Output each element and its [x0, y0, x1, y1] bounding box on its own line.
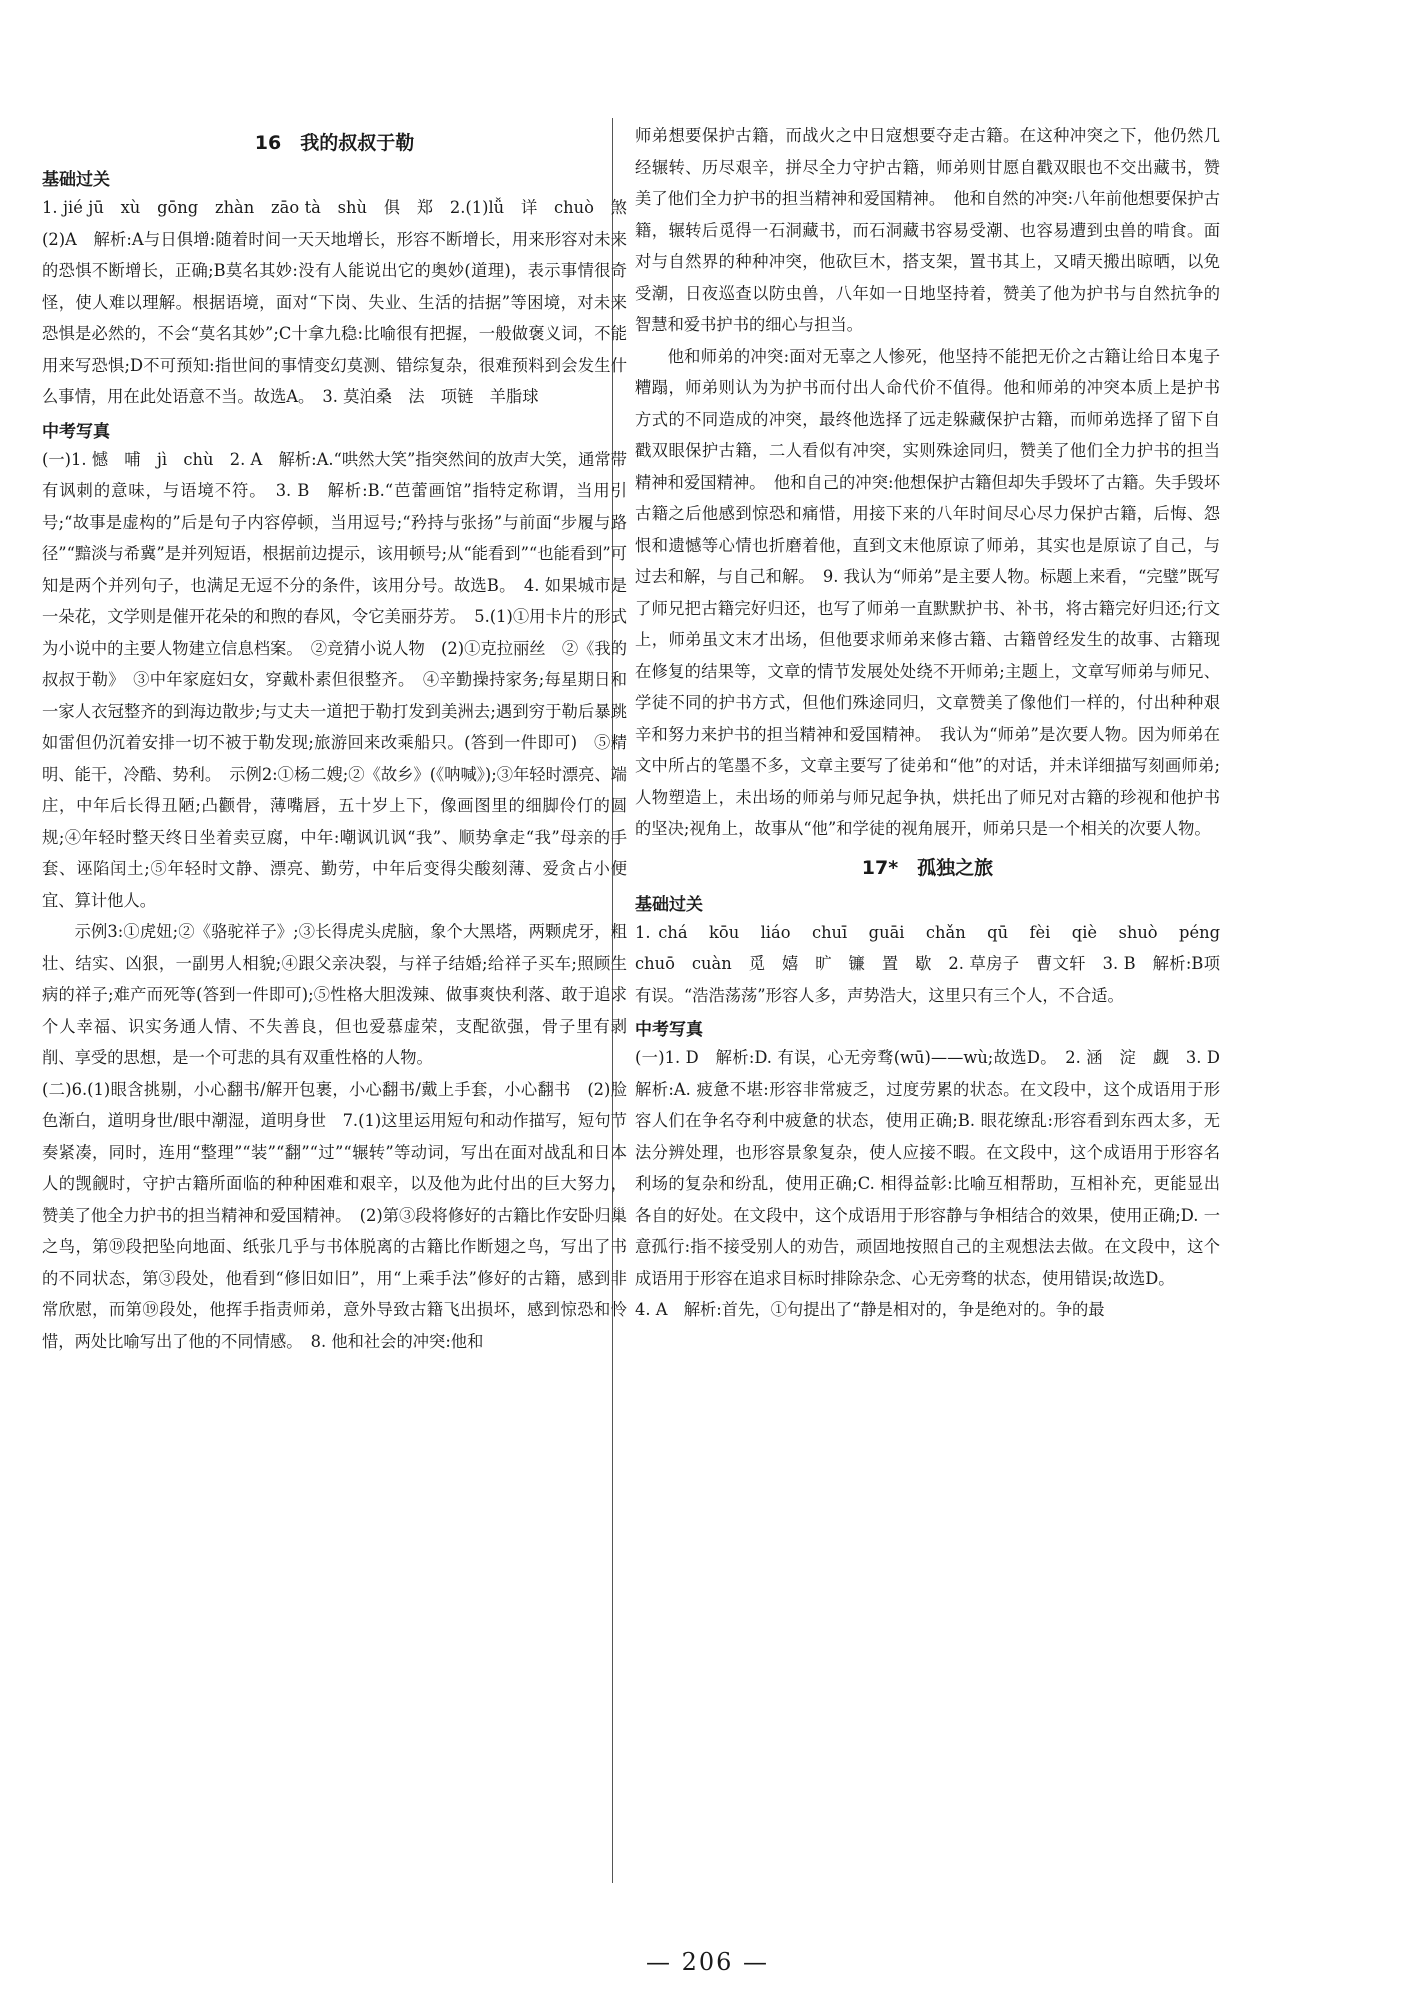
- answer-paragraph: 1. chá kōu liáo chuī guāi chǎn qū fèi qiè shuò péng chuō cuàn 觅 嬉 旷 镰 置 歇 2. 草房子 曹文轩 3. B 解析:B项有误。“浩浩荡荡”形容人多，声势浩大，这里只有三个人，不合适。: [635, 922, 1237, 1005]
- answer-paragraph: (一)1. D 解析:D. 有误，心无旁骛(wū)——wù;故选D。 2. 涵 淀 觑 3. D 解析:A. 疲惫不堪:形容非常疲乏，过度劳累的状态。在文段中，这个成语用于形容人们在争名夺利中疲惫的状态，使用正确;B. 眼花缭乱:形容看到东西太多，无法分辨处理，也形容景象复杂，使人应接不暇。在文段中，这个成语用于形容名利场的复杂和纷乱，使用正确;C. 相得益彰:比喻互相帮助，互相补充，更能显出各自的好处。在文段中，这个成语用于形容静与争相结合的效果，使用正确;D. 一意孤行:指不接受别人的劝告，顽固地按照自己的主观想法去做。在文段中，这个成语用于形容在追求目标时排除杂念、心无旁骛的状态，使用错误;故选D。: [635, 1048, 1237, 1288]
- page-number: — 206 —: [645, 1948, 770, 1976]
- section-heading: 基础过关: [635, 894, 703, 915]
- lesson-16-title: 16 我的叔叔于勒: [254, 132, 415, 154]
- lesson-17-title: 17* 孤独之旅: [861, 856, 994, 879]
- section-heading: 中考写真: [635, 1020, 703, 1040]
- answer-paragraph: 示例3:①虎妞;②《骆驼祥子》;③长得虎头虎脑，象个大黑塔，两颗虎牙，粗壮、结实、凶狠，一副男人相貌;④跟父亲决裂，与祥子结婚;给祥子买车;照顾生病的祥子;难产而死等(答到一件即可);⑤性格大胆泼辣、做事爽快利落、敢于追求个人幸福、识实务通人情、不失善良，但也爱慕虚荣，支配欲强，骨子里有剥削、享受的思想，是一个可悲的具有双重性格的人物。: [42, 922, 627, 1067]
- section-heading: 基础过关: [42, 170, 110, 190]
- section-heading: 中考写真: [42, 421, 110, 442]
- answer-paragraph: (二)6.(1)眼含挑剔，小心翻书/解开包裹，小心翻书/戴上手套，小心翻书 (2)脸色渐白，道明身世/眼中潮湿，道明身世 7.(1)这里运用短句和动作描写，短句节奏紧凑，同时，连用“整理”“装”“翻”“过”“辗转”等动词，写出在面对战乱和日本人的觊觎时，守护古籍所面临的种种困难和艰辛，以及他为此付出的巨大努力，赞美了他全力护书的担当精神和爱国精神。 (2)第③段将修好的古籍比作安卧归巢之鸟，第⑲段把坠向地面、纸张几乎与书体脱离的古籍比作断翅之鸟，写出了书的不同状态，第③段处，他看到“修旧如旧”，用“上乘手法”修好的古籍，感到非常欣慰，而第⑲段处，他挥手指责师弟，意外导致古籍飞出损坏，感到惊恐和怜惜，两处比喻写出了他的不同情感。 8. 他和社会的冲突:他和: [42, 1079, 627, 1351]
- answer-paragraph: 他和师弟的冲突:面对无辜之人惨死，他坚持不能把无价之古籍让给日本鬼子糟蹋，师弟则认为为护书而付出人命代价不值得。他和师弟的冲突本质上是护书方式的不同造成的冲突，最终他选择了远走躲藏保护古籍，而师弟选择了留下自戳双眼保护古籍，二人看似有冲突，实则殊途同归，赞美了他们全力护书的担当精神和爱国精神。 他和自己的冲突:他想保护古籍但却失手毁坏了古籍。失手毁坏古籍之后他感到惊恐和痛惜，用接下来的八年时间尽心尽力保护古籍，后悔、怨恨和遗憾等心情也折磨着他，直到文末他原谅了师弟，其实也是原谅了自己，与过去和解，与自己和解。 9. 我认为“师弟”是主要人物。标题上来看，“完璧”既写了师兄把古籍完好归还，也写了师弟一直默默护书、补书，将古籍完好归还;行文上，师弟虽文末才出场，但他要求师弟来修古籍、古籍曾经发生的故事、古籍现在修复的结果等，文章的情节发展处处绕不开师弟;主题上，文章写师弟与师兄、学徒不同的护书方式，但他们殊途同归，文章赞美了像他们一样的，付出种种艰辛和努力来护书的担当精神和爱国精神。 我认为“师弟”是次要人物。因为师弟在文中所占的笔墨不多，文章主要写了徒弟和“他”的对话，并未详细描写刻画师弟;人物塑造上，未出场的师弟与师兄起争执，烘托出了师兄对古籍的珍视和他护书的坚决;视角上，故事从“他”和学徒的视角展开，师弟只是一个相关的次要人物。: [635, 346, 1220, 838]
- left-column: [42, 120, 644, 1357]
- answer-paragraph: 1. jié jū xù gōng zhàn zāo tà shù 俱 郑 2.(1)lǚ 详 chuò 煞 (2)A 解析:A与日俱增:随着时间一天天地增长，形容不断增长，用来形容对未来的恐惧不断增长，正确;B莫名其妙:没有人能说出它的奥妙(道理)，表示事情很奇怪，使人难以理解。根据语境，面对“下岗、失业、生活的拮据”等困境，对未来恐惧是必然的，不会“莫名其妙”;C十拿九稳:比喻很有把握，一般做褒义词，不能用来写恐惧;D不可预知:指世间的事情变幻莫测、错综复杂，很难预料到会发生什么事情，用在此处语意不当。故选A。 3. 莫泊桑 法 项链 羊脂球: [42, 198, 644, 406]
- answer-paragraph: (一)1. 憾 哺 jì chù 2. A 解析:A.“哄然大笑”指突然间的放声大笑，通常带有讽刺的意味，与语境不符。 3. B 解析:B.“芭蕾画馆”指特定称谓，当用引号;“故事是虚构的”后是句子内容停顿，当用逗号;“矜持与张扬”与前面“步履与路径”“黯淡与希冀”是并列短语，根据前边提示，该用顿号;从“能看到”“也能看到”可知是两个并列句子，也满足无逗不分的条件，该用分号。故选B。 4. 如果城市是一朵花，文学则是催开花朵的和煦的春风，令它美丽芬芳。 5.(1)①用卡片的形式为小说中的主要人物建立信息档案。 ②竞猜小说人物 (2)①克拉丽丝 ②《我的叔叔于勒》 ③中年家庭妇女，穿戴朴素但很整齐。 ④辛勤操持家务;每星期日和一家人衣冠整齐的到海边散步;与丈夫一道把于勒打发到美洲去;遇到穷于勒后暴跳如雷但仍沉着安排一切不被于勒发现;旅游回来改乘船只。(答到一件即可) ⑤精明、能干，冷酷、势利。 示例2:①杨二嫂;②《故乡》(《呐喊》);③年轻时漂亮、端庄，中年后长得丑陋;凸颧骨，薄嘴唇，五十岁上下，像画图里的细脚伶仃的圆规;④年轻时整天终日坐着卖豆腐，中年:嘲讽讥讽“我”、顺势拿走“我”母亲的手套、诬陷闰土;⑤年轻时文静、漂亮、勤劳，中年后变得尖酸刻薄、爱贪占小便宜、算计他人。: [42, 449, 627, 910]
- right-column: [635, 120, 1237, 1326]
- answer-paragraph: 师弟想要保护古籍，而战火之中日寇想要夺走古籍。在这种冲突之下，他仍然几经辗转、历尽艰辛，拼尽全力守护古籍，师弟则甘愿自戳双眼也不交出藏书，赞美了他们全力护书的担当精神和爱国精神。 他和自然的冲突:八年前他想要保护古籍，辗转后觅得一石洞藏书，而石洞藏书容易受潮、也容易遭到虫兽的啃食。面对与自然界的种种冲突，他砍巨木，搭支架，置书其上，又晴天搬出晾晒，以免受潮，日夜巡查以防虫兽，八年如一日地坚持着，赞美了他为护书与自然抗争的智慧和爱书护书的细心与担当。: [635, 126, 1220, 334]
- answer-paragraph: 4. A 解析:首先，①句提出了“静是相对的，争是绝对的。争的最: [635, 1300, 1105, 1319]
